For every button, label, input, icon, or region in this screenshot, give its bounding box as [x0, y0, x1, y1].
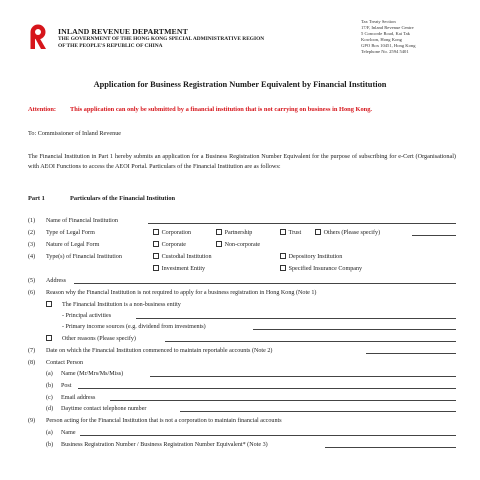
item-number: (2): [28, 230, 36, 236]
item-label: Nature of Legal Form: [46, 242, 100, 248]
option-partnership[interactable]: Partnership: [216, 229, 252, 237]
other-reasons-field[interactable]: [165, 335, 456, 342]
prc-line: OF THE PEOPLE'S REPUBLIC OF CHINA: [58, 43, 163, 49]
address-field[interactable]: [74, 277, 456, 284]
address-line: Telephone No. 2594 5401: [361, 49, 409, 55]
option-trust[interactable]: Trust: [280, 229, 301, 237]
item-label: Type of Legal Form: [46, 230, 95, 236]
item-label: Daytime contact telephone number: [61, 406, 147, 412]
part-title: Particulars of the Financial Institution: [70, 195, 176, 202]
checkbox[interactable]: [153, 253, 159, 259]
item-label: - Primary income sources (e.g. dividend from investments): [62, 324, 206, 330]
item-label: Date on which the Financial Institution commenced to maintain reportable accounts (Note 2): [46, 348, 273, 354]
option-non-business[interactable]: [46, 301, 55, 309]
item-label: Name of Financial Institution: [46, 218, 118, 224]
item-label: Post: [61, 383, 72, 389]
attention-notice: [28, 106, 372, 113]
item-number: (1): [28, 218, 36, 224]
sub-number: (b): [46, 383, 54, 389]
item-number: (4): [28, 254, 36, 260]
part1-heading: [28, 195, 175, 202]
part-number: Part 1: [28, 195, 45, 202]
sub-number: (a): [46, 430, 53, 436]
option-custodial[interactable]: Custodial Institution: [153, 253, 212, 261]
checkbox[interactable]: [153, 229, 159, 235]
item-label: Reason why the Financial Institution is not required to apply for a business registration in Hong Kong (Note 1): [46, 290, 317, 296]
checkbox[interactable]: [153, 265, 159, 271]
checkbox[interactable]: [216, 241, 222, 247]
department-block: [58, 27, 318, 50]
government-line: THE GOVERNMENT OF THE HONG KONG SPECIAL ADMINISTRATIVE REGION: [58, 36, 265, 42]
intro-paragraph: The Financial Institution in Part 1 hereby submits an application for a Business Registration Number Equivalent for the purpose of subscribing for e-Cert (Organisational) with AEOI Functions to access the AEOI Portal. Particulars of the Financial Institution are as follows:: [28, 153, 456, 170]
checkbox[interactable]: [315, 229, 321, 235]
item-label: The Financial Institution is a non-business entity: [62, 302, 181, 308]
option-investment-entity[interactable]: Investment Entity: [153, 265, 205, 273]
contact-email-field[interactable]: [110, 394, 456, 401]
ird-logo-icon: [28, 24, 48, 50]
sub-number: (d): [46, 406, 54, 412]
contact-name-field[interactable]: [150, 370, 456, 377]
item-number: (3): [28, 242, 36, 248]
section-address: [361, 19, 471, 56]
attention-label: Attention:: [28, 106, 57, 113]
fi-name-field[interactable]: [148, 217, 456, 224]
item-label: Contact Person: [46, 360, 84, 366]
item-label: Person acting for the Financial Institution that is not a corporation to maintain financial accounts: [46, 418, 282, 424]
checkbox[interactable]: [46, 335, 52, 341]
address-line: Kowloon, Hong Kong: [361, 37, 402, 43]
option-depository[interactable]: Depository Institution: [280, 253, 342, 261]
item-number: (8): [28, 360, 36, 366]
item-label: Address: [46, 278, 66, 284]
contact-phone-field[interactable]: [180, 405, 456, 412]
item-label: Name: [61, 430, 76, 436]
sub-number: (c): [46, 395, 53, 401]
option-specified-insurance[interactable]: Specified Insurance Company: [280, 265, 362, 273]
commencement-date-field[interactable]: [366, 347, 456, 354]
contact-post-field[interactable]: [78, 382, 456, 389]
option-corporation[interactable]: Corporation: [153, 229, 191, 237]
item-number: (5): [28, 278, 36, 284]
checkbox[interactable]: [280, 229, 286, 235]
checkbox[interactable]: [46, 301, 52, 307]
item-number: (9): [28, 418, 36, 424]
address-line: Tax Treaty Section: [361, 19, 396, 24]
address-line: 17/F, Inland Revenue Centre: [361, 25, 414, 31]
br-number-field[interactable]: [325, 441, 456, 448]
option-others[interactable]: Others (Please specify): [315, 229, 380, 237]
option-other-reasons[interactable]: [46, 335, 55, 343]
item-label: Other reasons (Please specify): [62, 336, 136, 342]
item-label: Email address: [61, 395, 96, 401]
sub-number: (b): [46, 442, 54, 448]
form-title: Application for Business Registration Number Equivalent by Financial Institution: [93, 80, 387, 89]
option-non-corporate[interactable]: Non-corporate: [216, 241, 260, 249]
checkbox[interactable]: [280, 265, 286, 271]
option-corporate[interactable]: Corporate: [153, 241, 186, 249]
checkbox[interactable]: [280, 253, 286, 259]
sub-number: (a): [46, 371, 53, 377]
others-specify-field[interactable]: [412, 229, 456, 236]
item-number: (7): [28, 348, 36, 354]
acting-person-name-field[interactable]: [80, 429, 456, 436]
checkbox[interactable]: [153, 241, 159, 247]
checkbox[interactable]: [216, 229, 222, 235]
addressee: To: Commissioner of Inland Revenue: [28, 130, 122, 137]
address-line: 5 Concorde Road, Kai Tak: [361, 31, 410, 37]
item-label: Type(s) of Financial Institution: [46, 254, 122, 260]
item-number: (6): [28, 290, 36, 296]
department-name: INLAND REVENUE DEPARTMENT: [58, 27, 188, 36]
attention-text: This application can only be submitted by a financial institution that is not carrying on business in Hong Kong.: [70, 106, 373, 113]
principal-activities-field[interactable]: [136, 312, 456, 319]
income-sources-field[interactable]: [253, 323, 456, 330]
address-line: GPO Box 10451, Hong Kong: [361, 43, 416, 49]
item-label: Business Registration Number / Business Registration Number Equivalent* (Note 3): [61, 442, 268, 448]
item-label: - Principal activities: [62, 313, 112, 319]
item-label: Name (Mr/Mrs/Ms/Miss): [61, 371, 124, 377]
